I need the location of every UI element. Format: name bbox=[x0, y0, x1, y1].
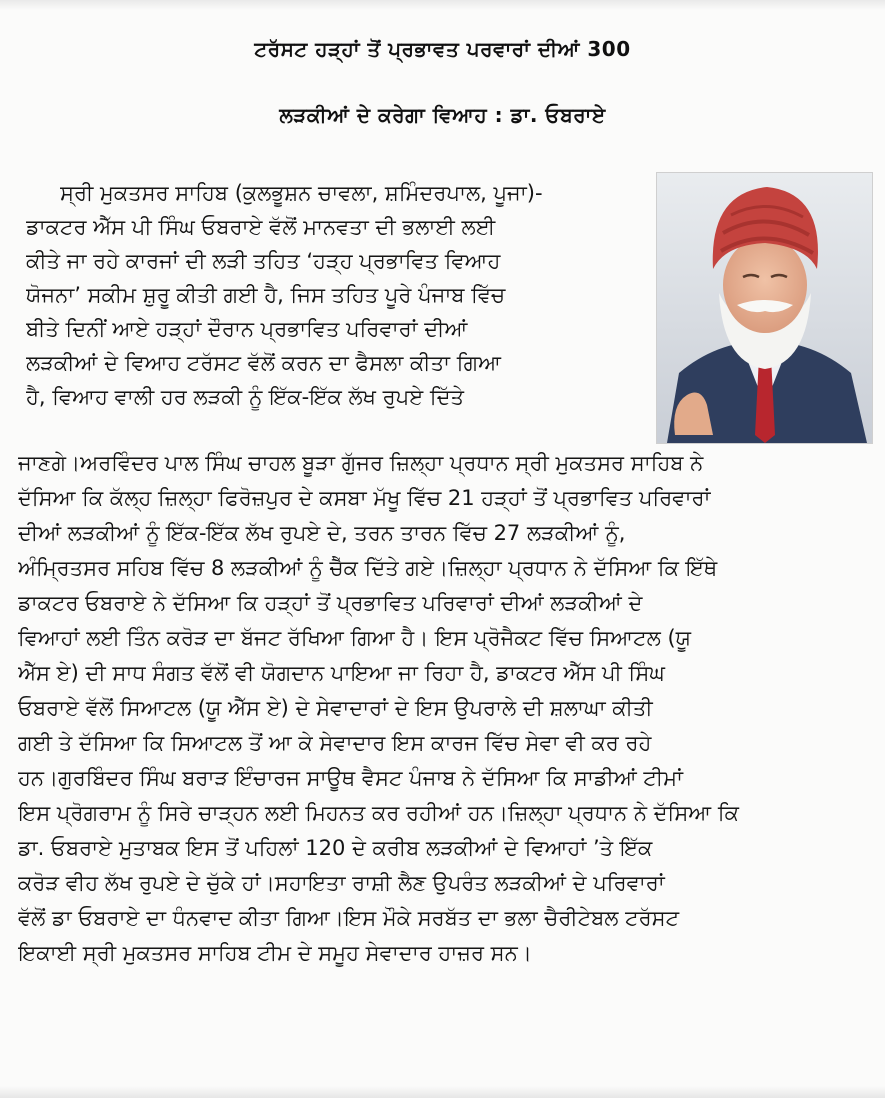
text-line: ਬੀਤੇ ਦਿਨੀਂ ਆਏ ਹੜ੍ਹਾਂ ਦੌਰਾਨ ਪ੍ਰਭਾਵਿਤ ਪਰਿਵਾਰਾਂ ਦੀਆਂ bbox=[26, 317, 468, 341]
text-line: ਓਬਰਾਏ ਵੱਲੋਂ ਸਿਆਟਲ (ਯੂ ਐੱਸ ਏ) ਦੇ ਸੇਵਾਦਾਰਾਂ ਦੇ ਇਸ ਉਪਰਾਲੇ ਦੀ ਸ਼ਲਾਘਾ ਕੀਤੀ bbox=[18, 696, 653, 720]
text-line: ਇਸ ਪ੍ਰੋਗਰਾਮ ਨੂੰ ਸਿਰੇ ਚਾੜ੍ਹਨ ਲਈ ਮਿਹਨਤ ਕਰ ਰਹੀਆਂ ਹਨ।ਜ਼ਿਲ੍ਹਾ ਪ੍ਰਧਾਨ ਨੇ ਦੱਸਿਆ ਕਿ bbox=[18, 801, 739, 825]
text-line: ਕਰੋੜ ਵੀਹ ਲੱਖ ਰੁਪਏ ਦੇ ਚੁੱਕੇ ਹਾਂ।ਸਹਾਇਤਾ ਰਾਸ਼ੀ ਲੈਣ ਉਪਰੰਤ ਲੜਕੀਆਂ ਦੇ ਪਰਿਵਾਰਾਂ bbox=[18, 871, 665, 895]
text-line: ਕੀਤੇ ਜਾ ਰਹੇ ਕਾਰਜਾਂ ਦੀ ਲੜੀ ਤਹਿਤ ‘ਹੜ੍ਹ ਪ੍ਰਭਾਵਿਤ ਵਿਆਹ bbox=[26, 249, 501, 273]
text-line: ਗਈ ਤੇ ਦੱਸਿਆ ਕਿ ਸਿਆਟਲ ਤੋਂ ਆ ਕੇ ਸੇਵਾਦਾਰ ਇਸ ਕਾਰਜ ਵਿੱਚ ਸੇਵਾ ਵੀ ਕਰ ਰਹੇ bbox=[18, 731, 652, 755]
page-edge-bottom bbox=[0, 1086, 885, 1098]
text-line: ਦੀਆਂ ਲੜਕੀਆਂ ਨੂੰ ਇੱਕ-ਇੱਕ ਲੱਖ ਰੁਪਏ ਦੇ, ਤਰਨ ਤਾਰਨ ਵਿੱਚ 27 ਲੜਕੀਆਂ ਨੂੰ, bbox=[18, 521, 626, 545]
text-line: ਵੱਲੋਂ ਡਾ ਓਬਰਾਏ ਦਾ ਧੰਨਵਾਦ ਕੀਤਾ ਗਿਆ।ਇਸ ਮੌਕੇ ਸਰਬੱਤ ਦਾ ਭਲਾ ਚੈਰੀਟੇਬਲ ਟਰੱਸਟ bbox=[18, 906, 680, 930]
headline-line-1: ਟਰੱਸਟ ਹੜ੍ਹਾਂ ਤੋਂ ਪ੍ਰਭਾਵਤ ਪਰਵਾਰਾਂ ਦੀਆਂ 300 bbox=[254, 37, 631, 61]
text-line: ਯੋਜਨਾ’ ਸਕੀਮ ਸ਼ੁਰੂ ਕੀਤੀ ਗਈ ਹੈ, ਜਿਸ ਤਹਿਤ ਪੂਰੇ ਪੰਜਾਬ ਵਿੱਚ bbox=[26, 283, 506, 307]
text-line: ਲੜਕੀਆਂ ਦੇ ਵਿਆਹ ਟਰੱਸਟ ਵੱਲੋਂ ਕਰਨ ਦਾ ਫੈਸਲਾ ਕੀਤਾ ਗਿਆ bbox=[26, 351, 501, 375]
text-line: ਡਾਕਟਰ ਐੱਸ ਪੀ ਸਿੰਘ ਓਬਰਾਏ ਵੱਲੋਂ ਮਾਨਵਤਾ ਦੀ ਭਲਾਈ ਲਈ bbox=[26, 215, 496, 239]
text-line: ਡਾਕਟਰ ਓਬਰਾਏ ਨੇ ਦੱਸਿਆ ਕਿ ਹੜ੍ਹਾਂ ਤੋਂ ਪ੍ਰਭਾਵਿਤ ਪਰਿਵਾਰਾਂ ਦੀਆਂ ਲੜਕੀਆਂ ਦੇ bbox=[18, 591, 643, 615]
text-line: ਐੱਸ ਏ) ਦੀ ਸਾਧ ਸੰਗਤ ਵੱਲੋਂ ਵੀ ਯੋਗਦਾਨ ਪਾਇਆ ਜਾ ਰਿਹਾ ਹੈ, ਡਾਕਟਰ ਐੱਸ ਪੀ ਸਿੰਘ bbox=[18, 661, 665, 685]
text-line: ਇਕਾਈ ਸ੍ਰੀ ਮੁਕਤਸਰ ਸਾਹਿਬ ਟੀਮ ਦੇ ਸਮੂਹ ਸੇਵਾਦਾਰ ਹਾਜ਼ਰ ਸਨ। bbox=[18, 941, 532, 965]
text-line: ਹਨ।ਗੁਰਬਿੰਦਰ ਸਿੰਘ ਬਰਾੜ ਇੰਚਾਰਜ ਸਾਊਥ ਵੈਸਟ ਪੰਜਾਬ ਨੇ ਦੱਸਿਆ ਕਿ ਸਾਡੀਆਂ ਟੀਮਾਂ bbox=[18, 766, 683, 790]
text-line: ਅੰਮ੍ਰਿਤਸਰ ਸਹਿਬ ਵਿੱਚ 8 ਲੜਕੀਆਂ ਨੂੰ ਚੈੱਕ ਦਿੱਤੇ ਗਏ।ਜ਼ਿਲ੍ਹਾ ਪ੍ਰਧਾਨ ਨੇ ਦੱਸਿਆ ਕਿ ਇੱਥੇ bbox=[18, 556, 718, 580]
text-line: ਡਾ. ਓਬਰਾਏ ਮੁਤਾਬਕ ਇਸ ਤੋਂ ਪਹਿਲਾਂ 120 ਦੇ ਕਰੀਬ ਲੜਕੀਆਂ ਦੇ ਵਿਆਹਾਂ ’ਤੇ ਇੱਕ bbox=[18, 836, 653, 860]
text-line: ਜਾਣਗੇ।ਅਰਵਿੰਦਰ ਪਾਲ ਸਿੰਘ ਚਾਹਲ ਬੂੜਾ ਗੁੱਜਰ ਜ਼ਿਲ੍ਹਾ ਪ੍ਰਧਾਨ ਸ੍ਰੀ ਮੁਕਤਸਰ ਸਾਹਿਬ ਨੇ bbox=[18, 451, 704, 475]
text-line: ਸ੍ਰੀ ਮੁਕਤਸਰ ਸਾਹਿਬ (ਕੁਲਭੂਸ਼ਨ ਚਾਵਲਾ, ਸ਼ਮਿੰਦਰਪਾਲ, ਪੂਜਾ)- bbox=[60, 181, 543, 205]
text-line: ਵਿਆਹਾਂ ਲਈ ਤਿੰਨ ਕਰੋੜ ਦਾ ਬੱਜਟ ਰੱਖਿਆ ਗਿਆ ਹੈ। ਇਸ ਪ੍ਰੋਜੈਕਟ ਵਿੱਚ ਸਿਆਟਲ (ਯੂ bbox=[18, 626, 692, 650]
text-line: ਹੈ, ਵਿਆਹ ਵਾਲੀ ਹਰ ਲੜਕੀ ਨੂੰ ਇੱਕ-ਇੱਕ ਲੱਖ ਰੁਪਏ ਦਿੱਤੇ bbox=[26, 385, 464, 409]
text-line: ਦੱਸਿਆ ਕਿ ਕੱਲ੍ਹ ਜ਼ਿਲ੍ਹਾ ਫਿਰੋਜ਼ਪੁਰ ਦੇ ਕਸਬਾ ਮੱਖੂ ਵਿੱਚ 21 ਹੜ੍ਹਾਂ ਤੋਂ ਪ੍ਰਭਾਵਿਤ ਪਰਿਵਾਰਾਂ bbox=[18, 486, 711, 510]
headline-line-2: ਲੜਕੀਆਂ ਦੇ ਕਰੇਗਾ ਵਿਆਹ : ਡਾ. ਓਬਰਾਏ bbox=[279, 103, 606, 127]
